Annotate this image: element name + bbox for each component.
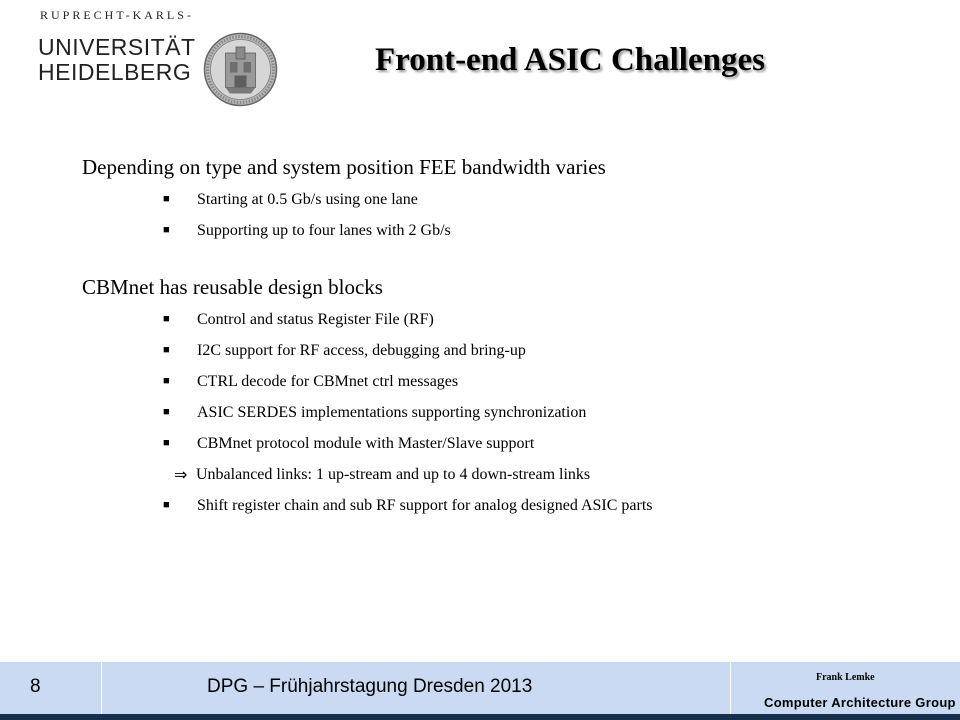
logo-line-2: UNIVERSITÄT — [38, 34, 196, 60]
bullet-text: Supporting up to four lanes with 2 Gb/s — [197, 222, 451, 239]
bullet-item — [82, 335, 942, 366]
bullet-text: Starting at 0.5 Gb/s using one lane — [197, 191, 418, 208]
bullet-text: I2C support for RF access, debugging and bring-up — [197, 342, 526, 359]
bullet-text: CTRL decode for CBMnet ctrl messages — [197, 373, 459, 390]
page-number: 8 — [30, 676, 41, 697]
footer-divider — [101, 662, 102, 714]
bullet-item — [82, 397, 942, 428]
logo-line-1: RUPRECHT-KARLS- — [40, 8, 194, 22]
bullet-item — [82, 366, 942, 397]
university-seal-icon — [203, 32, 278, 107]
bullet-icon: ■ — [163, 375, 170, 387]
bullet-item — [82, 304, 942, 335]
bullet-icon: ■ — [163, 499, 170, 511]
bullet-text: CBMnet protocol module with Master/Slave support — [197, 435, 535, 452]
author-name: Frank Lemke — [816, 672, 875, 683]
slide-footer — [0, 662, 960, 720]
bullet-icon: ■ — [163, 437, 170, 449]
logo-line-3: HEIDELBERG — [38, 59, 192, 85]
bullet-item — [82, 215, 942, 246]
bullet-icon: ■ — [163, 313, 170, 325]
bullet-item — [82, 428, 942, 459]
group-name: Computer Architecture Group — [764, 695, 956, 710]
implies-arrow-icon: ⇒ — [174, 465, 188, 484]
bullet-icon: ■ — [163, 344, 170, 356]
section-heading: Depending on type and system position FEE bandwidth varies — [82, 155, 606, 179]
bullet-text: ASIC SERDES implementations supporting synchronization — [197, 404, 587, 421]
slide-title: Front-end ASIC Challenges — [375, 42, 765, 78]
section-heading: CBMnet has reusable design blocks — [82, 275, 383, 299]
bullet-text: Control and status Register File (RF) — [197, 311, 434, 328]
university-logo — [38, 8, 196, 85]
footer-bar — [0, 714, 960, 720]
bullet-text: Shift register chain and sub RF support for analog designed ASIC parts — [197, 497, 653, 514]
bullet-icon: ■ — [163, 406, 170, 418]
bullet-icon: ■ — [163, 193, 170, 205]
bullet-item — [82, 490, 942, 521]
bullet-item — [82, 184, 942, 215]
conference-name: DPG – Frühjahrstagung Dresden 2013 — [207, 676, 533, 697]
bullet-icon: ■ — [163, 224, 170, 236]
implication-text: Unbalanced links: 1 up-stream and up to 4 down-stream links — [196, 466, 591, 483]
footer-divider — [730, 662, 731, 714]
implication-item — [82, 459, 942, 490]
slide-content — [82, 150, 942, 521]
